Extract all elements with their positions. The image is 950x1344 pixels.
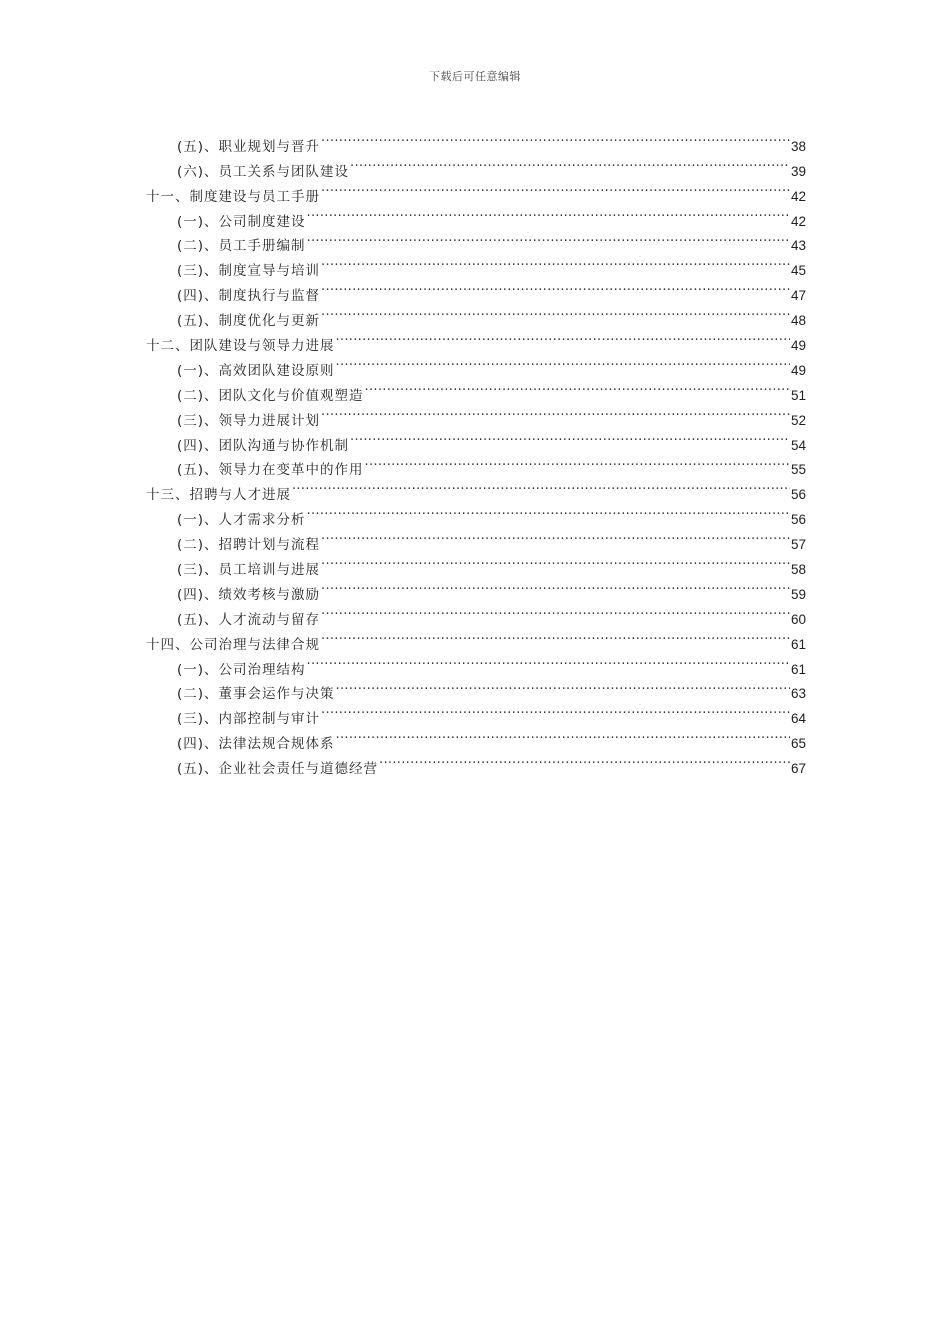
toc-dot-leader (307, 201, 790, 226)
toc-dot-leader (365, 450, 790, 475)
toc-dot-leader (365, 375, 790, 400)
toc-entry-page: 49 (790, 362, 806, 378)
toc-entry-title: (四)、团队沟通与协作机制 (177, 437, 350, 454)
table-of-contents (146, 126, 806, 778)
toc-entry-title: 十二、团队建设与领导力进展 (146, 338, 335, 355)
toc-dot-leader (336, 325, 790, 350)
toc-entry-page: 64 (790, 711, 806, 727)
toc-entry-page: 47 (790, 288, 806, 304)
toc-entry-title: (一)、公司制度建设 (177, 213, 306, 230)
toc-entry-title: (三)、制度宣导与培训 (177, 263, 321, 280)
toc-entry-title: (三)、员工培训与进展 (177, 562, 321, 579)
toc-dot-leader (307, 499, 790, 524)
toc-entry-page: 63 (790, 686, 806, 702)
toc-entry-title: (二)、员工手册编制 (177, 238, 306, 255)
toc-entry-page: 52 (790, 412, 806, 428)
toc-dot-leader (321, 549, 790, 574)
toc-dot-leader (307, 226, 790, 251)
toc-entry-page: 45 (790, 263, 806, 279)
toc-dot-leader (321, 400, 790, 425)
toc-entry-page: 38 (790, 138, 806, 154)
toc-entry-page: 60 (790, 611, 806, 627)
page-header: 下载后可任意编辑 (429, 70, 521, 83)
toc-entry-title: (四)、制度执行与监督 (177, 288, 321, 305)
toc-entry-page: 55 (790, 462, 806, 478)
toc-entry-page: 61 (790, 636, 806, 652)
toc-entry-title: (五)、职业规划与晋升 (177, 138, 321, 155)
toc-dot-leader (336, 723, 790, 748)
toc-dot-leader (307, 649, 790, 674)
toc-entry-title: (一)、公司治理结构 (177, 661, 306, 678)
toc-entry-title: 十一、制度建设与员工手册 (146, 188, 320, 205)
toc-entry-page: 51 (790, 387, 806, 403)
toc-entry-title: (五)、领导力在变革中的作用 (177, 462, 364, 479)
toc-entry-title: (二)、董事会运作与决策 (177, 686, 335, 703)
toc-dot-leader (321, 599, 790, 624)
toc-dot-leader (321, 698, 790, 723)
toc-entry-page: 65 (790, 736, 806, 752)
toc-dot-leader (379, 748, 790, 773)
toc-entry-page: 61 (790, 661, 806, 677)
toc-dot-leader (321, 624, 790, 649)
toc-entry-title: (六)、员工关系与团队建设 (177, 163, 350, 180)
toc-entry-page: 48 (790, 313, 806, 329)
toc-entry-page: 67 (790, 761, 806, 777)
toc-entry-page: 49 (790, 338, 806, 354)
toc-entry-page: 42 (790, 188, 806, 204)
toc-dot-leader (321, 126, 790, 151)
toc-entry-title: (一)、高效团队建设原则 (177, 362, 335, 379)
toc-entry-title: (一)、人才需求分析 (177, 512, 306, 529)
toc-entry-title: (三)、领导力进展计划 (177, 412, 321, 429)
toc-dot-leader (321, 524, 790, 549)
toc-entry-page: 42 (790, 213, 806, 229)
toc-entry-title: (二)、招聘计划与流程 (177, 537, 321, 554)
toc-entry-title: (五)、制度优化与更新 (177, 313, 321, 330)
toc-entry-title: (四)、绩效考核与激励 (177, 586, 321, 603)
toc-entry-title: (二)、团队文化与价值观塑造 (177, 387, 364, 404)
toc-entry-page: 43 (790, 238, 806, 254)
toc-entry-title: (五)、人才流动与留存 (177, 611, 321, 628)
toc-dot-leader (321, 275, 790, 300)
toc-entry-page: 56 (790, 487, 806, 503)
toc-dot-leader (321, 176, 790, 201)
toc-dot-leader (350, 151, 790, 176)
toc-dot-leader (292, 474, 790, 499)
toc-dot-leader (321, 250, 790, 275)
toc-entry-title: (四)、法律法规合规体系 (177, 736, 335, 753)
toc-entry-page: 57 (790, 537, 806, 553)
toc-entry-page: 39 (790, 163, 806, 179)
toc-entry-title: (三)、内部控制与审计 (177, 711, 321, 728)
toc-entry[interactable] (146, 126, 806, 155)
toc-dot-leader (350, 425, 790, 450)
toc-entry-page: 54 (790, 437, 806, 453)
toc-entry-page: 56 (790, 512, 806, 528)
toc-entry-title: (五)、企业社会责任与道德经营 (177, 761, 379, 778)
toc-entry-page: 58 (790, 562, 806, 578)
toc-entry-title: 十三、招聘与人才进展 (146, 487, 291, 504)
toc-dot-leader (321, 300, 790, 325)
toc-entry-page: 59 (790, 586, 806, 602)
toc-dot-leader (321, 574, 790, 599)
toc-entry-title: 十四、公司治理与法律合规 (146, 636, 320, 653)
toc-dot-leader (336, 350, 790, 375)
toc-dot-leader (336, 674, 790, 699)
